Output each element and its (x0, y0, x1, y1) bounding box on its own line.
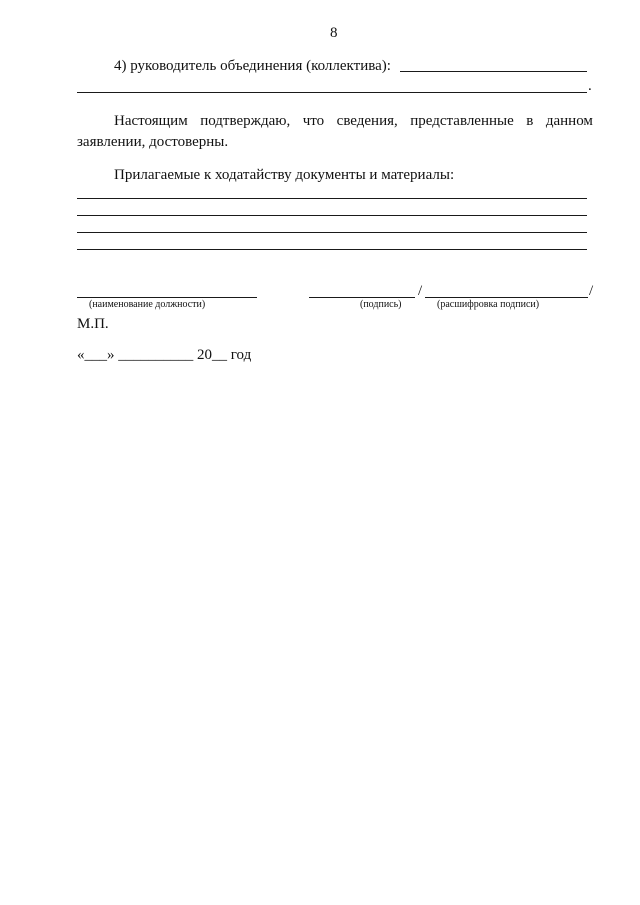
confirmation-word: сведения, (336, 113, 398, 129)
date-close-quote: » (107, 347, 115, 363)
date-day-blank[interactable]: ___ (84, 347, 107, 363)
signature-line[interactable] (309, 297, 415, 298)
attachments-line-4[interactable] (77, 249, 587, 250)
confirmation-word: что (302, 113, 325, 129)
attachments-line-3[interactable] (77, 232, 587, 233)
date-year-suffix: год (230, 347, 252, 363)
date-line (77, 346, 251, 364)
confirmation-word: данном (545, 113, 593, 129)
date-year-prefix: 20 (197, 347, 212, 363)
stamp-mark: М.П. (77, 316, 109, 332)
attachments-line-2[interactable] (77, 215, 587, 216)
confirmation-word: представленные (410, 113, 514, 129)
date-open-quote: « (77, 347, 85, 363)
signature-slash-right: / (589, 283, 594, 299)
confirmation-line-1 (114, 112, 593, 130)
position-caption: (наименование должности) (89, 299, 206, 310)
confirmation-word: подтверждаю, (200, 113, 291, 129)
decoding-caption: (расшифровка подписи) (437, 299, 540, 310)
attachments-line-1[interactable] (77, 198, 587, 199)
page-number: 8 (330, 25, 338, 41)
item4-end-mark: . (588, 78, 592, 94)
confirmation-line-2: заявлении, достоверны. (77, 134, 229, 150)
confirmation-word: в (526, 113, 534, 129)
date-year-blank[interactable]: __ (212, 347, 227, 363)
item4-label: 4) руководитель объединения (коллектива): (114, 58, 391, 74)
decoding-line[interactable] (425, 297, 588, 298)
item4-input-line-2[interactable] (77, 92, 587, 93)
item4-input-line[interactable] (400, 71, 587, 72)
attachments-label: Прилагаемые к ходатайству документы и материалы: (114, 167, 455, 183)
position-line[interactable] (77, 297, 257, 298)
date-month-blank[interactable]: __________ (118, 347, 194, 363)
confirmation-word: Настоящим (114, 113, 188, 129)
signature-slash-left: / (418, 283, 423, 299)
signature-caption: (подпись) (360, 299, 402, 310)
